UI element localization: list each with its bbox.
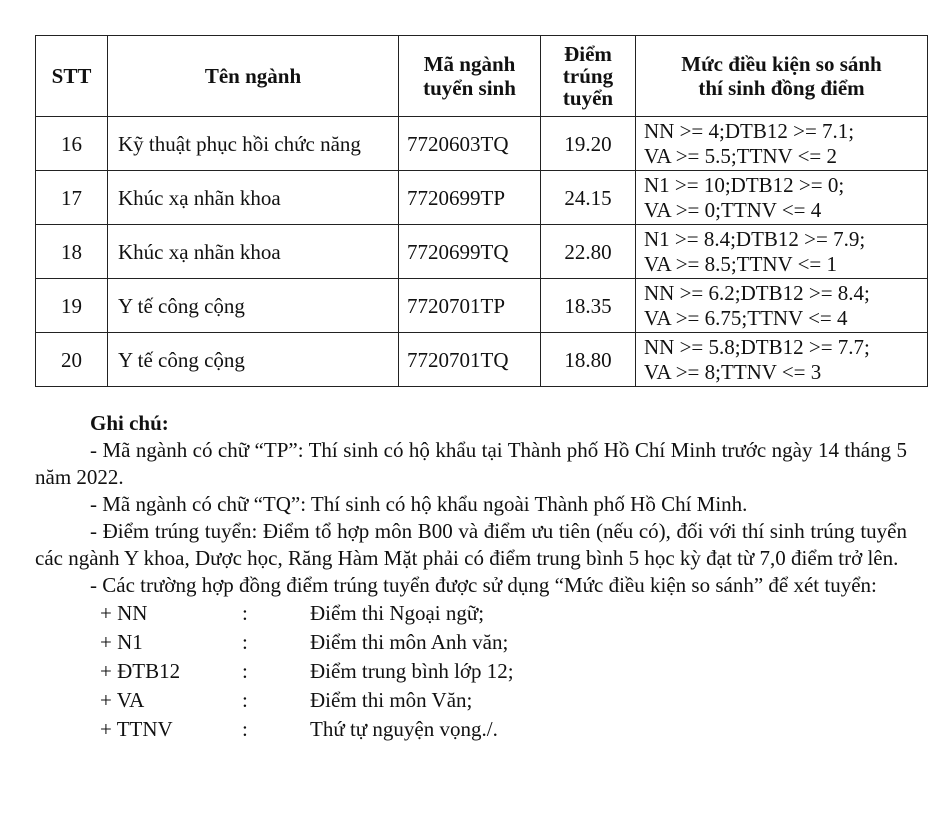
cell-code: 7720699TP [399, 171, 541, 225]
definition-row [35, 715, 907, 744]
table-row [36, 117, 928, 171]
cell-condition [636, 333, 928, 387]
definition-row [35, 628, 907, 657]
note-paragraph: - Mã ngành có chữ “TQ”: Thí sinh có hộ khẩu ngoài Thành phố Hồ Chí Minh. [90, 492, 748, 516]
cell-code: 7720701TQ [399, 333, 541, 387]
cell-stt: 19 [36, 279, 108, 333]
note-paragraph: - Các trường hợp đồng điểm trúng tuyển được sử dụng “Mức điều kiện so sánh” để xét tuyển: [90, 573, 877, 597]
condition-line: N1 >= 8.4;DTB12 >= 7.9; [644, 226, 866, 251]
cell-score: 24.15 [541, 171, 636, 225]
definition-text: Thứ tự nguyện vọng./. [310, 717, 498, 741]
cell-name: Y tế công cộng [108, 279, 399, 333]
cell-stt: 17 [36, 171, 108, 225]
cell-score: 22.80 [541, 225, 636, 279]
table-row [36, 333, 928, 387]
cell-code: 7720699TQ [399, 225, 541, 279]
table-row [36, 279, 928, 333]
notes-title: Ghi chú: [90, 411, 169, 435]
definition-abbr: + NN [100, 601, 148, 625]
cell-score: 18.35 [541, 279, 636, 333]
definition-abbr: + VA [100, 688, 145, 712]
header-code: Mã ngành tuyển sinh [399, 36, 541, 117]
table-row [36, 171, 928, 225]
definition-colon: : [242, 630, 248, 654]
condition-line: VA >= 8.5;TTNV <= 1 [644, 251, 838, 276]
cell-name: Kỹ thuật phục hồi chức năng [108, 117, 399, 171]
cell-name: Khúc xạ nhãn khoa [108, 225, 399, 279]
cell-name: Khúc xạ nhãn khoa [108, 171, 399, 225]
definition-abbr: + N1 [100, 630, 143, 654]
note-paragraph: - Mã ngành có chữ “TP”: Thí sinh có hộ khẩu tại Thành phố Hồ Chí Minh trước ngày 14 tháng 5 năm 2022. [35, 438, 907, 489]
condition-line: NN >= 6.2;DTB12 >= 8.4; [644, 280, 870, 305]
header-stt: STT [36, 36, 108, 117]
definition-text: Điểm trung bình lớp 12; [310, 659, 514, 683]
definition-abbr: + TTNV [100, 717, 173, 741]
header-name: Tên ngành [108, 36, 399, 117]
definition-colon: : [242, 688, 248, 712]
definition-colon: : [242, 659, 248, 683]
definition-row [35, 686, 907, 715]
cell-condition [636, 225, 928, 279]
condition-line: NN >= 5.8;DTB12 >= 7.7; [644, 334, 870, 359]
definitions-list [35, 599, 907, 744]
cell-condition [636, 279, 928, 333]
cell-condition [636, 171, 928, 225]
definition-text: Điểm thi Ngoại ngữ; [310, 601, 485, 625]
table-row [36, 225, 928, 279]
notes-section [35, 410, 907, 744]
condition-line: NN >= 4;DTB12 >= 7.1; [644, 118, 855, 143]
admission-table [35, 35, 928, 387]
cell-stt: 18 [36, 225, 108, 279]
cell-code: 7720701TP [399, 279, 541, 333]
definition-colon: : [242, 601, 248, 625]
cell-name: Y tế công cộng [108, 333, 399, 387]
definition-abbr: + ĐTB12 [100, 659, 181, 683]
condition-line: VA >= 0;TTNV <= 4 [644, 197, 822, 222]
definition-row [35, 657, 907, 686]
condition-line: VA >= 8;TTNV <= 3 [644, 359, 822, 384]
condition-line: VA >= 5.5;TTNV <= 2 [644, 143, 838, 168]
cell-stt: 20 [36, 333, 108, 387]
cell-stt: 16 [36, 117, 108, 171]
cell-code: 7720603TQ [399, 117, 541, 171]
cell-score: 18.80 [541, 333, 636, 387]
header-condition: Mức điều kiện so sánh thí sinh đồng điểm [636, 36, 928, 117]
definition-row [35, 599, 907, 628]
cell-score: 19.20 [541, 117, 636, 171]
header-score: Điểm trúng tuyển [541, 36, 636, 117]
definition-text: Điểm thi môn Anh văn; [310, 630, 509, 654]
note-paragraph: - Điểm trúng tuyển: Điểm tổ hợp môn B00 và điểm ưu tiên (nếu có), đối với thí sinh trúng tuyển các ngành Y khoa, Dược học, Răng Hàm Mặt phải có điểm trung bình 5 học kỳ đạt từ 7,0 điểm trở lên. [35, 519, 907, 570]
condition-line: VA >= 6.75;TTNV <= 4 [644, 305, 848, 330]
table-header-row [36, 36, 928, 117]
condition-line: N1 >= 10;DTB12 >= 0; [644, 172, 845, 197]
definition-colon: : [242, 717, 248, 741]
definition-text: Điểm thi môn Văn; [310, 688, 473, 712]
cell-condition [636, 117, 928, 171]
